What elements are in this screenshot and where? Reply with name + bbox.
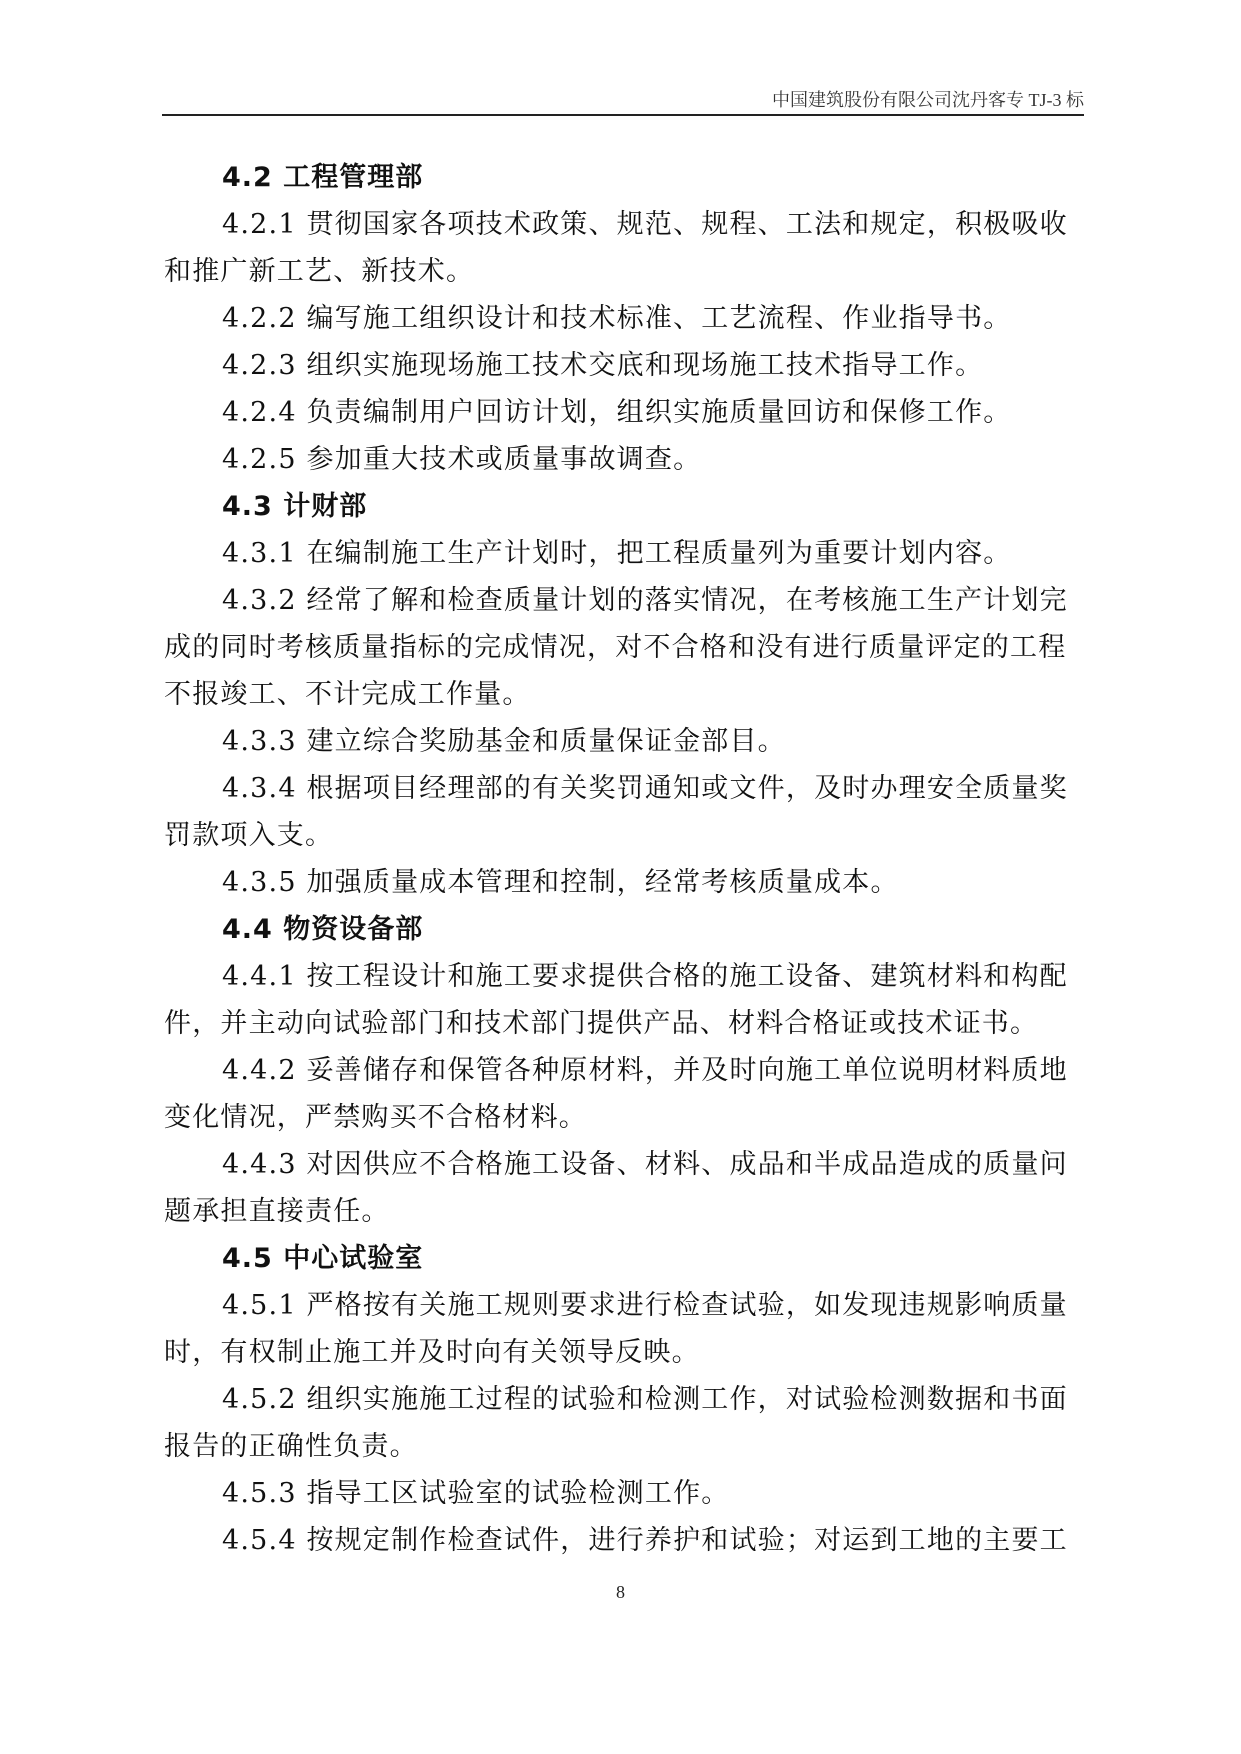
page-number: 8 xyxy=(616,1582,625,1602)
section-central-lab xyxy=(164,1235,1084,1564)
paragraph: 4.2.1 贯彻国家各项技术政策、规范、规程、工法和规定，积极吸收和推广新工艺、新技术。 xyxy=(164,209,1068,287)
paragraph: 4.5.4 按规定制作检查试件，进行养护和试验；对运到工地的主要工 xyxy=(222,1525,1068,1556)
section-heading: 4.5 中心试验室 xyxy=(222,1243,424,1274)
section-materials-equipment-dept xyxy=(164,906,1084,1235)
document-body xyxy=(164,154,1084,1564)
paragraph: 4.3.5 加强质量成本管理和控制，经常考核质量成本。 xyxy=(222,867,899,898)
paragraph: 4.2.2 编写施工组织设计和技术标准、工艺流程、作业指导书。 xyxy=(222,303,1012,334)
paragraph: 4.5.2 组织实施施工过程的试验和检测工作，对试验检测数据和书面报告的正确性负责。 xyxy=(164,1384,1068,1462)
paragraph: 4.3.2 经常了解和检查质量计划的落实情况，在考核施工生产计划完成的同时考核质量指标的完成情况，对不合格和没有进行质量评定的工程不报竣工、不计完成工作量。 xyxy=(164,585,1068,710)
paragraph: 4.2.5 参加重大技术或质量事故调查。 xyxy=(222,444,702,475)
paragraph: 4.3.4 根据项目经理部的有关奖罚通知或文件，及时办理安全质量奖罚款项入支。 xyxy=(164,773,1068,851)
paragraph: 4.4.3 对因供应不合格施工设备、材料、成品和半成品造成的质量问题承担直接责任。 xyxy=(164,1149,1068,1227)
paragraph: 4.3.3 建立综合奖励基金和质量保证金部目。 xyxy=(222,726,786,757)
paragraph: 4.2.3 组织实施现场施工技术交底和现场施工技术指导工作。 xyxy=(222,350,984,381)
paragraph: 4.5.1 严格按有关施工规则要求进行检查试验，如发现违规影响质量时，有权制止施工并及时向有关领导反映。 xyxy=(164,1290,1068,1368)
page-header: 中国建筑股份有限公司沈丹客专 TJ-3 标 xyxy=(772,90,1084,110)
paragraph: 4.2.4 负责编制用户回访计划，组织实施质量回访和保修工作。 xyxy=(222,397,1012,428)
section-engineering-dept xyxy=(164,154,1084,483)
paragraph: 4.4.2 妥善储存和保管各种原材料，并及时向施工单位说明材料质地变化情况，严禁购买不合格材料。 xyxy=(164,1055,1068,1133)
section-finance-dept xyxy=(164,483,1084,906)
paragraph: 4.3.1 在编制施工生产计划时，把工程质量列为重要计划内容。 xyxy=(222,538,1012,569)
section-heading: 4.2 工程管理部 xyxy=(222,162,424,193)
paragraph: 4.4.1 按工程设计和施工要求提供合格的施工设备、建筑材料和构配件，并主动向试验部门和技术部门提供产品、材料合格证或技术证书。 xyxy=(164,961,1068,1039)
paragraph: 4.5.3 指导工区试验室的试验检测工作。 xyxy=(222,1478,730,1509)
section-heading: 4.4 物资设备部 xyxy=(222,914,424,945)
section-heading: 4.3 计财部 xyxy=(222,491,368,522)
header-rule xyxy=(162,114,1084,116)
